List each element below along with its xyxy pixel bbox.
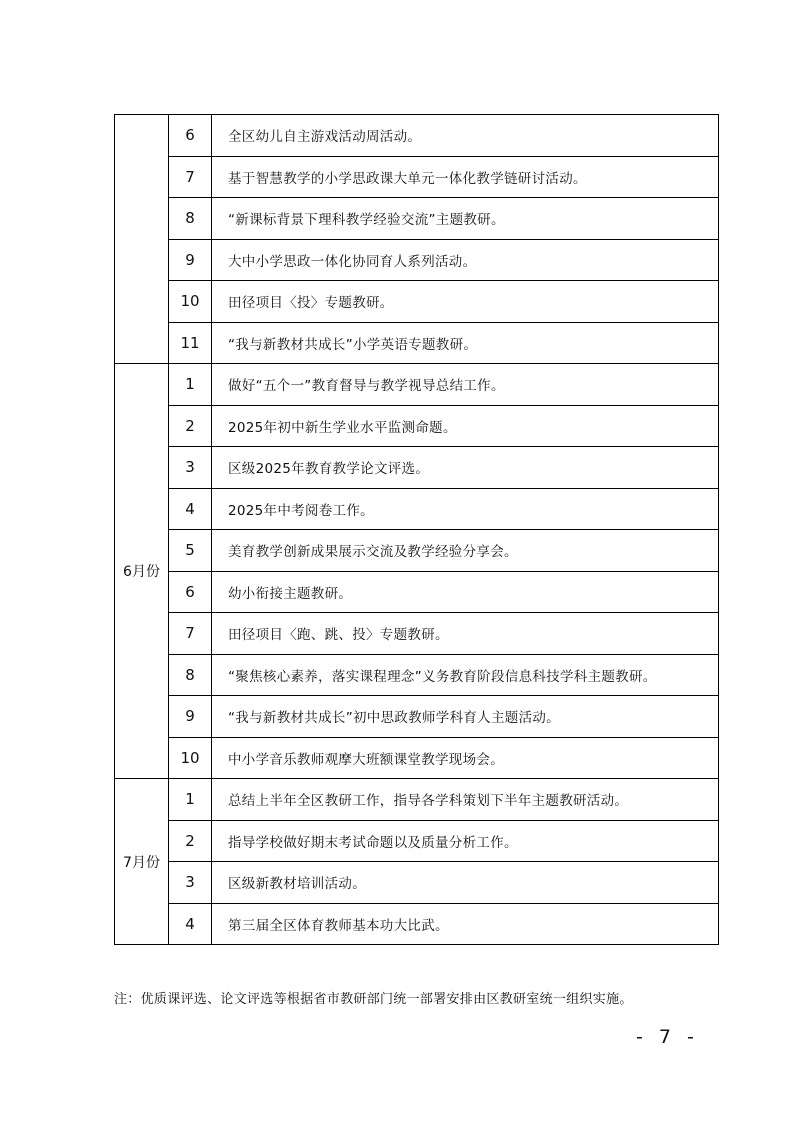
page-number: - 7 - [636,1026,699,1048]
table-row [115,364,719,406]
table-row [115,820,719,862]
activity-text: 中小学音乐教师观摩大班额课堂教学现场会。 [212,737,719,779]
activity-text: 大中小学思政一体化协同育人系列活动。 [212,239,719,281]
table-row [115,239,719,281]
activity-text: 田径项目〈跑、跳、投〉专题教研。 [212,613,719,655]
table-row [115,779,719,821]
table-row [115,613,719,655]
table-row [115,447,719,489]
row-number: 11 [169,322,212,364]
activity-text: “新课标背景下理科教学经验交流”主题教研。 [212,198,719,240]
activity-text: 第三届全区体育教师基本功大比武。 [212,903,719,945]
activity-text: 总结上半年全区教研工作，指导各学科策划下半年主题教研活动。 [212,779,719,821]
activity-text: 2025年中考阅卷工作。 [212,488,719,530]
row-number: 9 [169,696,212,738]
row-number: 7 [169,156,212,198]
activity-text: 田径项目〈投〉专题教研。 [212,281,719,323]
table-row [115,405,719,447]
table-row [115,530,719,572]
row-number: 6 [169,571,212,613]
activity-text: “我与新教材共成长”小学英语专题教研。 [212,322,719,364]
row-number: 2 [169,405,212,447]
row-number: 8 [169,654,212,696]
activity-text: 区级2025年教育教学论文评选。 [212,447,719,489]
table-row [115,281,719,323]
activity-text: “我与新教材共成长”初中思政教师学科育人主题活动。 [212,696,719,738]
table-row [115,696,719,738]
row-number: 3 [169,862,212,904]
table-row [115,488,719,530]
row-number: 6 [169,115,212,157]
table-row [115,198,719,240]
table-row [115,903,719,945]
row-number: 7 [169,613,212,655]
table-row [115,737,719,779]
table-row [115,654,719,696]
activity-text: 指导学校做好期末考试命题以及质量分析工作。 [212,820,719,862]
table-row [115,322,719,364]
schedule-table [114,114,719,945]
activity-text: 区级新教材培训活动。 [212,862,719,904]
table-row [115,862,719,904]
row-number: 4 [169,903,212,945]
row-number: 1 [169,779,212,821]
row-number: 2 [169,820,212,862]
schedule-body [115,115,719,945]
activity-text: “聚焦核心素养，落实课程理念”义务教育阶段信息科技学科主题教研。 [212,654,719,696]
activity-text: 美育教学创新成果展示交流及教学经验分享会。 [212,530,719,572]
activity-text: 基于智慧教学的小学思政课大单元一体化教学链研讨活动。 [212,156,719,198]
row-number: 3 [169,447,212,489]
month-cell: 7月份 [115,779,169,945]
row-number: 5 [169,530,212,572]
activity-text: 2025年初中新生学业水平监测命题。 [212,405,719,447]
activity-text: 做好“五个一”教育督导与教学视导总结工作。 [212,364,719,406]
row-number: 10 [169,737,212,779]
row-number: 4 [169,488,212,530]
month-cell: 6月份 [115,364,169,779]
activity-text: 全区幼儿自主游戏活动周活动。 [212,115,719,157]
row-number: 1 [169,364,212,406]
table-row [115,156,719,198]
month-cell [115,115,169,364]
table-row [115,571,719,613]
footnote: 注：优质课评选、论文评选等根据省市教研部门统一部署安排由区教研室统一组织实施。 [114,992,633,1007]
table-row [115,115,719,157]
row-number: 8 [169,198,212,240]
row-number: 10 [169,281,212,323]
activity-text: 幼小衔接主题教研。 [212,571,719,613]
row-number: 9 [169,239,212,281]
